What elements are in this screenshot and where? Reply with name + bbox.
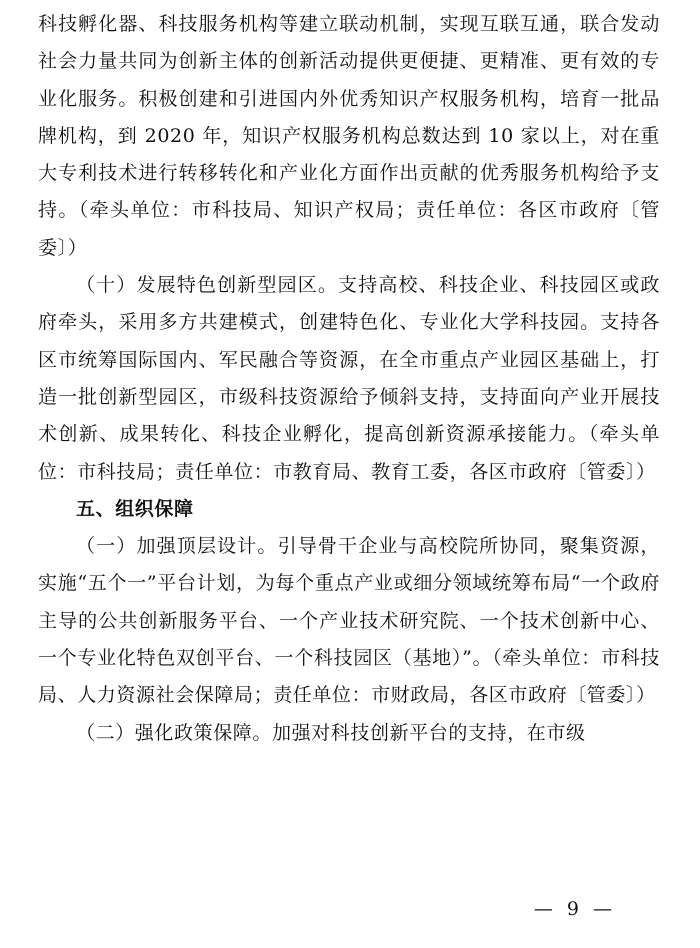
section-heading-organization: 五、组织保障 bbox=[76, 497, 194, 520]
paragraph-innovation-parks: （十）发展特色创新型园区。支持高校、科技企业、科技园区或政府牵头，采用多方共建模式，创建特色化、专业化大学科技园。支持各区市统筹国际国内、军民融合等资源，在全市重点产业园区基础上，打造一批创新型园区，市级科技资源给予倾斜支持，支持面向产业开展技术创新、成果转化、科技企业孵化，提高创新资源承接能力。（牵头单位：市科技局；责任单位：市教育局、教育工委，各区市政府〔管委〕） bbox=[38, 274, 660, 483]
paragraph-top-level-design: （一）加强顶层设计。引导骨干企业与高校院所协同，聚集资源，实施“五个一”平台计划，为每个重点产业或细分领域统筹布局“一个政府主导的公共创新服务平台、一个产业技术研究院、一个技术创新中心、一个专业化特色双创平台、一个科技园区（基地）”。（牵头单位：市科技局、人力资源社会保障局；责任单位：市财政局，各区市政府〔管委〕） bbox=[38, 535, 660, 707]
paragraph-policy-guarantee: （二）强化政策保障。加强对科技创新平台的支持，在市级 bbox=[76, 721, 586, 744]
paragraph-service-institutions: 科技孵化器、科技服务机构等建立联动机制，实现互联互通，联合发动社会力量共同为创新主体的创新活动提供更便捷、更精准、更有效的专业化服务。积极创建和引进国内外优秀知识产权服务机构，培育一批品牌机构，到 2020 年，知识产权服务机构总数达到 10 家以上，对在重大专利技术进行转移转化和产业化方面作出贡献的优秀服务机构给予支持。（牵头单位：市科技局、知识产权局；责任单位：各区市政府〔管委〕） bbox=[38, 13, 660, 259]
document-body bbox=[38, 6, 660, 752]
page-number: — 9 — bbox=[533, 898, 616, 920]
